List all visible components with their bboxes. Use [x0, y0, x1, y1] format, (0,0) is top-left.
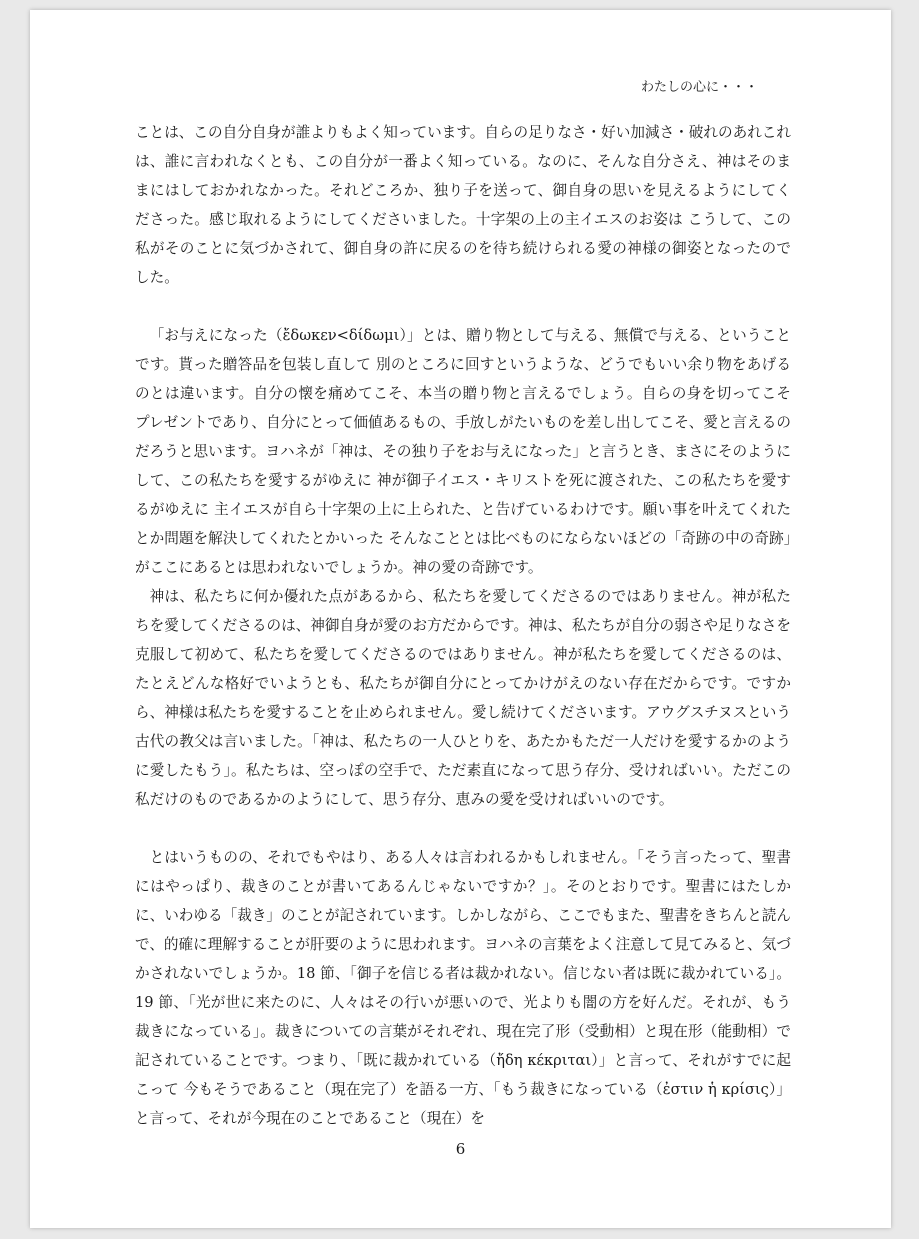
document-page — [30, 10, 891, 1228]
paragraph-1: ことは、この自分自身が誰よりもよく知っています。自らの足りなさ・好い加減さ・破れのあれこれは、誰に言われなくとも、この自分が一番よく知っている。なのに、そんな自分さえ、神はそのままにはしておかれなかった。それどころか、独り子を送って、御自身の思いを見えるようにしてくださった。感じ取れるようにしてくださいました。十字架の上の主イエスのお姿は こうして、この私がそのことに気づかされて、御自身の許に戻るのを待ち続けられる愛の神様の御姿となったのでした。 — [135, 124, 791, 286]
paragraph-3: 神は、私たちに何か優れた点があるから、私たちを愛してくださるのではありません。神が私たちを愛してくださるのは、神御自身が愛のお方だからです。神は、私たちが自分の弱さや足りなさを克服して初めて、私たちを愛してくださるのではありません。神が私たちを愛してくださるのは、たとえどんな格好でいようとも、私たちが御自分にとってかけがえのない存在だからです。ですから、神様は私たちを愛することを止められません。愛し続けてくださいます。アウグスチヌスという古代の教父は言いました。「神は、私たちの一人ひとりを、あたかもただ一人だけを愛するかのように愛したもう」。私たちは、空っぽの空手で、ただ素直になって思う存分、受ければいい。ただこの私だけのものであるかのようにして、思う存分、恵みの愛を受ければいいのです。 — [135, 588, 791, 808]
body-text — [135, 118, 791, 1133]
running-title: わたしの心に・・・ — [640, 80, 758, 95]
paragraph-2: 「お与えになった（ἔδωκεν<δίδωμι）」とは、贈り物として与える、無償で与える、ということです。貰った贈答品を包装し直して 別のところに回すというような、どうでもいい余り物をあげるのとは違います。自分の懐を痛めてこそ、本当の贈り物と言えるでしょう。自らの身を切ってこそ プレゼントであり、自分にとって価値あるもの、手放しがたいものを差し出してこそ、愛と言えるのだろうと思います。ヨハネが「神は、その独り子をお与えになった」と言うとき、まさにそのようにして、この私たちを愛するがゆえに 神が御子イエス・キリストを死に渡された、この私たちを愛するがゆえに 主イエスが自ら十字架の上に上られた、と告げているわけです。願い事を叶えてくれたとか問題を解決してくれたとかいった そんなこととは比べものにならないほどの「奇跡の中の奇跡」がここにあるとは思われないでしょうか。神の愛の奇跡です。 — [135, 327, 791, 576]
paragraph-4: とはいうものの、それでもやはり、ある人々は言われるかもしれません。「そう言ったって、聖書にはやっぱり、裁きのことが書いてあるんじゃないですか？」。そのとおりです。聖書にはたしかに、いわゆる「裁き」のことが記されています。しかしながら、ここでもまた、聖書をきちんと読んで、的確に理解することが肝要のように思われます。ヨハネの言葉をよく注意して見てみると、気づかされないでしょうか。18 節、「御子を信じる者は裁かれない。信じない者は既に裁かれている」。19 節、「光が世に来たのに、人々はその行いが悪いので、光よりも闇の方を好んだ。それが、もう裁きになっている」。裁きについての言葉がそれぞれ、現在完了形（受動相）と現在形（能動相）で記されていることです。つまり、「既に裁かれている（ἤδη κέκριται）」と言って、それがすでに起こって 今もそうであること（現在完了）を語る一方、「もう裁きになっている（ἐστιν ἡ κρίσις）」と言って、それが今現在のことであること（現在）を — [135, 849, 791, 1127]
page-number: 6 — [455, 1140, 466, 1158]
